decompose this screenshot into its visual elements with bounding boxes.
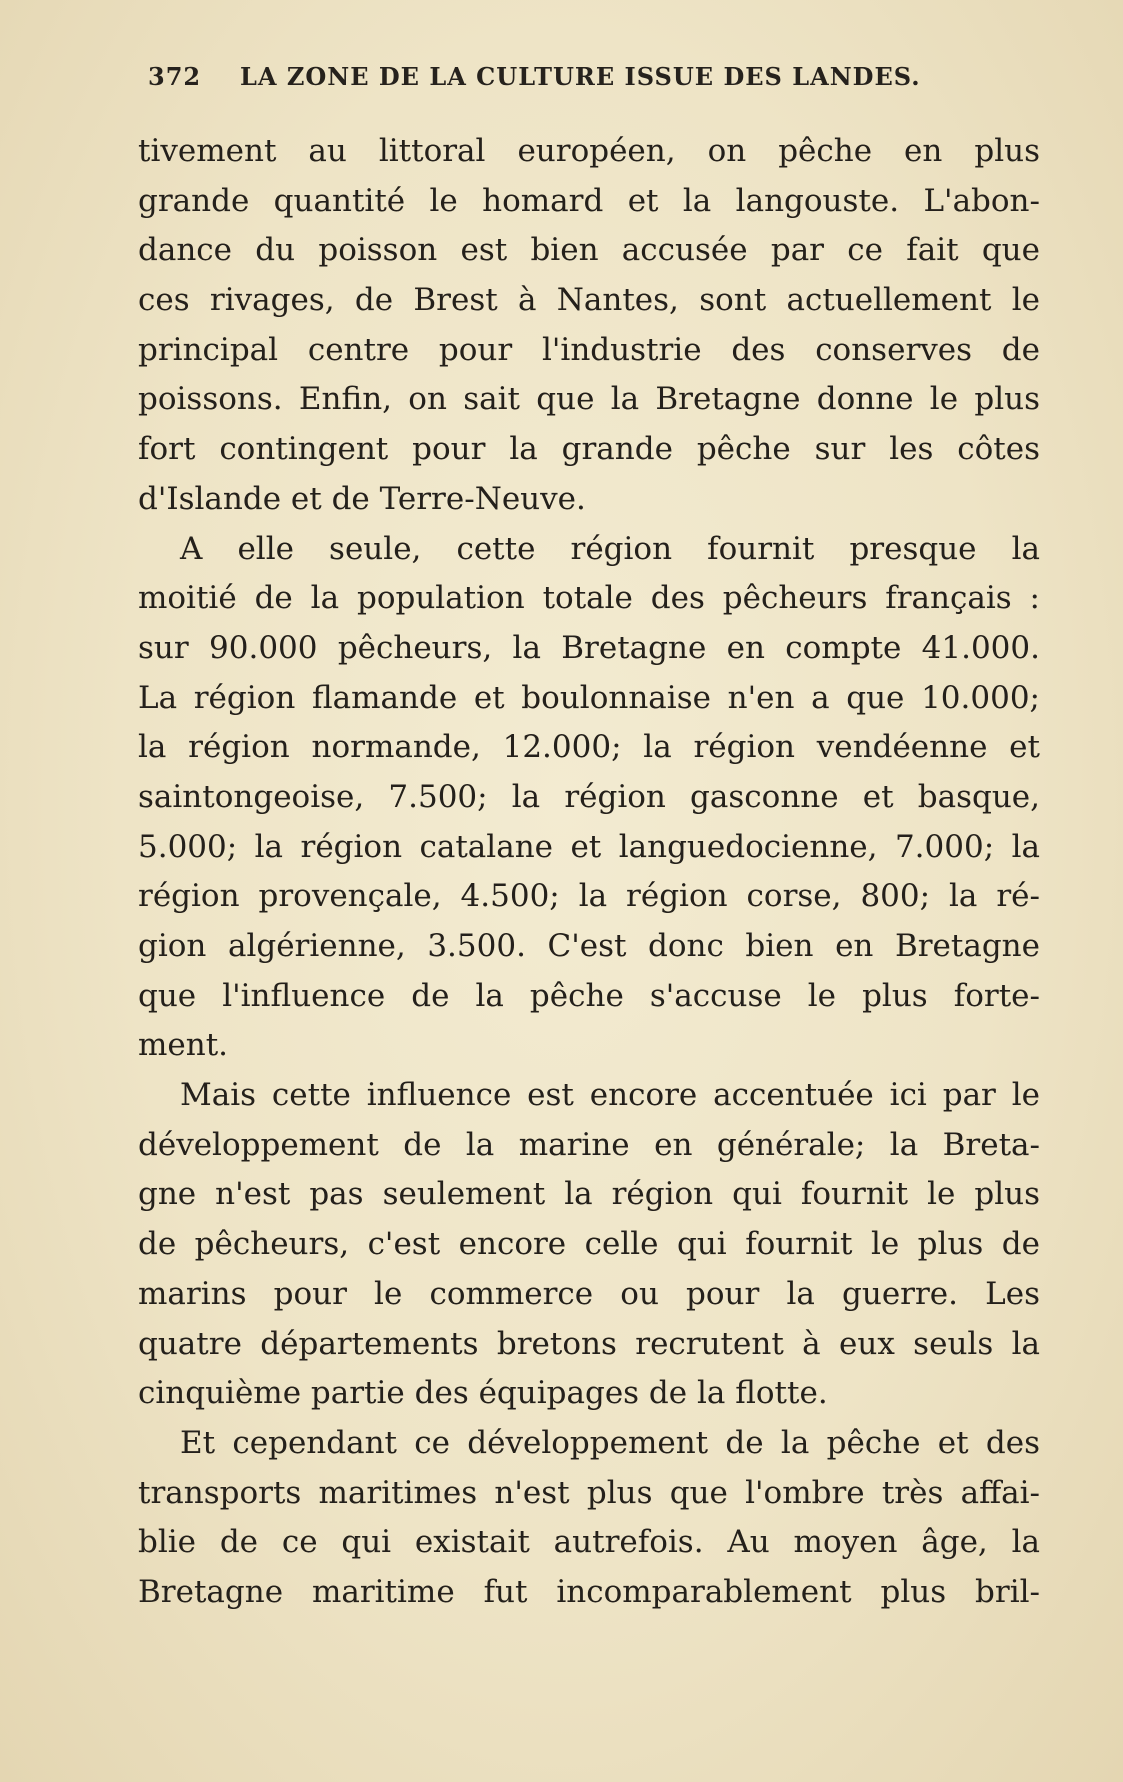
text-line: cinquième partie des équipages de la flotte. — [138, 1375, 828, 1412]
text-line: La région flamande et boulonnaise n'en a que 10.000; — [138, 679, 1040, 716]
text-line: blie de ce qui existait autrefois. Au moyen âge, la — [138, 1524, 1040, 1561]
text-line: ment. — [138, 1027, 229, 1064]
text-line: de pêcheurs, c'est encore celle qui fournit le plus de — [138, 1226, 1040, 1263]
text-line: Mais cette influence est encore accentuée ici par le — [180, 1077, 1040, 1114]
running-title: LA ZONE DE LA CULTURE ISSUE DES LANDES. — [240, 62, 921, 91]
text-line: principal centre pour l'industrie des conserves de — [138, 331, 1040, 368]
text-line: la région normande, 12.000; la région vendéenne et — [138, 729, 1040, 766]
text-line: grande quantité le homard et la langouste. L'abon- — [138, 182, 1040, 219]
body-text — [138, 127, 1040, 1618]
text-line: Bretagne maritime fut incomparablement plus bril- — [138, 1573, 1040, 1610]
text-line: développement de la marine en générale; la Breta- — [138, 1126, 1040, 1163]
text-line: gne n'est pas seulement la région qui fournit le plus — [138, 1176, 1040, 1213]
text-line: que l'influence de la pêche s'accuse le plus forte- — [138, 977, 1040, 1014]
text-line: A elle seule, cette région fournit presque la — [180, 530, 1040, 567]
text-line: ces rivages, de Brest à Nantes, sont actuellement le — [138, 282, 1040, 319]
text-line: quatre départements bretons recrutent à eux seuls la — [138, 1325, 1040, 1362]
text-line: 5.000; la région catalane et languedocienne, 7.000; la — [138, 828, 1040, 865]
text-line: tivement au littoral européen, on pêche en plus — [138, 133, 1040, 169]
text-line: gion algérienne, 3.500. C'est donc bien en Bretagne — [138, 928, 1040, 964]
text-line: Et cependant ce développement de la pêche et des — [180, 1424, 1040, 1461]
page-header — [148, 62, 968, 102]
text-line: transports maritimes n'est plus que l'ombre très affai- — [138, 1474, 1040, 1511]
text-line: d'Islande et de Terre-Neuve. — [138, 480, 586, 517]
text-line: poissons. Enfin, on sait que la Bretagne donne le plus — [138, 381, 1040, 418]
text-line: moitié de la population totale des pêcheurs français : — [138, 580, 1040, 617]
text-line: région provençale, 4.500; la région corse, 800; la ré- — [138, 878, 1040, 915]
text-line: dance du poisson est bien accusée par ce fait que — [138, 232, 1040, 269]
text-line: saintongeoise, 7.500; la région gasconne et basque, — [138, 778, 1040, 815]
page-number: 372 — [148, 62, 202, 91]
text-line: sur 90.000 pêcheurs, la Bretagne en compte 41.000. — [138, 629, 1040, 666]
text-line: marins pour le commerce ou pour la guerre. Les — [138, 1275, 1040, 1312]
text-line: fort contingent pour la grande pêche sur les côtes — [138, 431, 1040, 468]
